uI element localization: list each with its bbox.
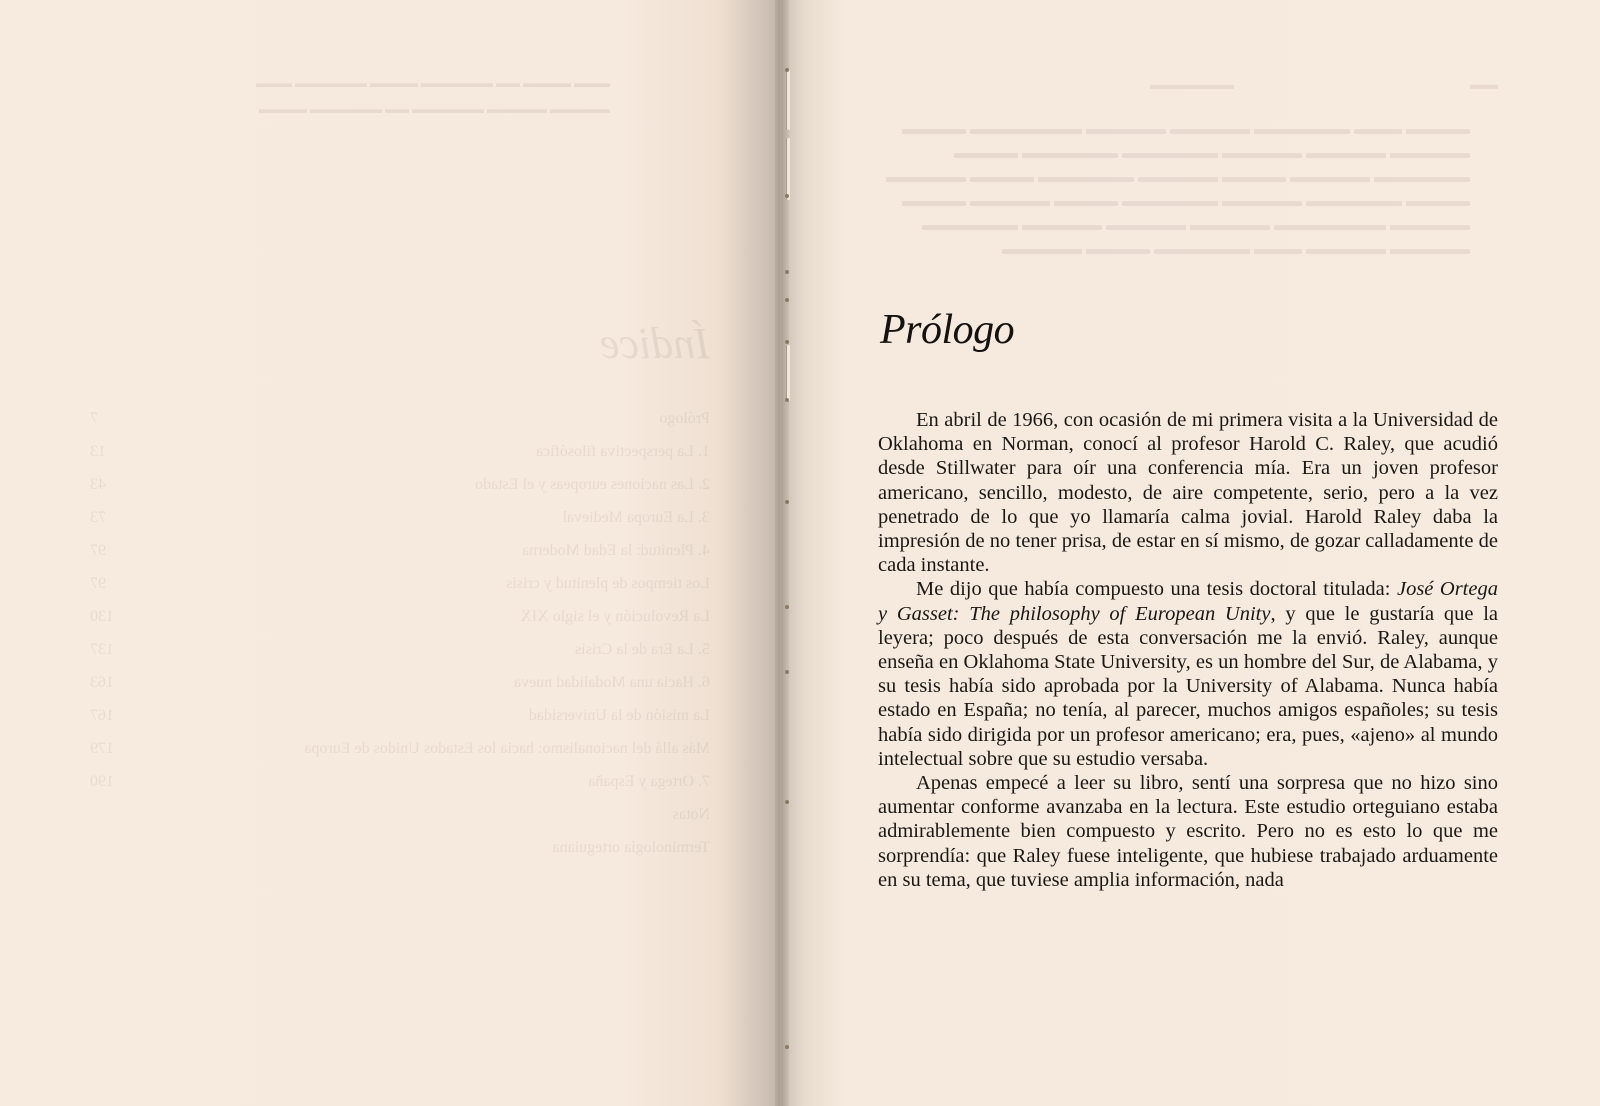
toc-page: 190: [90, 773, 114, 790]
bleed-through-toc-row: [90, 806, 710, 839]
binding-staple: [786, 70, 791, 130]
bleed-through-toc-row: [90, 575, 710, 608]
bleed-through-toc-row: [90, 740, 710, 773]
binding-stitch: [785, 670, 789, 674]
paragraph-1: En abril de 1966, con ocasión de mi primera visita a la Universidad de Oklahoma en Norman, conocí al profesor Harold C. Raley, que acudió desde Stillwater para oír una conferencia mía. Era un joven profesor americano, sencillo, modesto, de aire competente, serio, pero a la vez penetrado de lo que yo llamaría calma jovial. Harold Raley daba la impresión de no tener prisa, de estar en sí mismo, de gozar calladamente de cada instante.: [878, 409, 1498, 577]
bleed-through-toc-row: [90, 476, 710, 509]
bleed-through-toc-row: [90, 641, 710, 674]
toc-label: 2. Las naciones europeas y el Estado: [474, 476, 710, 493]
bleed-through-toc-row: [90, 674, 710, 707]
prologue-body: [878, 408, 1498, 892]
toc-label: 7. Ortega y España: [588, 773, 710, 790]
paragraph-3: Apenas empecé a leer su libro, sentí una sorpresa que no hizo sino aumentar conforme avanzaba en la lectura. Este estudio orteguiano estaba admirablemente bien compuesto y escrito. Pero no es esto lo que me sorprendía: que Raley fuese inteligente, que hubiese trabajado arduamente en su tema, que tuviese amplia información, nada: [878, 772, 1498, 891]
toc-page: 7: [90, 410, 98, 427]
toc-label: Prólogo: [659, 410, 710, 427]
bleed-through-toc-row: [90, 509, 710, 542]
paragraph-2-lead: Me dijo que había compuesto una tesis doctoral titulada:: [916, 578, 1397, 601]
toc-label: 4. Plenitud: la Edad Moderna: [522, 542, 710, 559]
toc-page: 73: [90, 509, 106, 526]
bleed-through-page-number: ▬▬: [1470, 78, 1498, 93]
toc-page: 137: [90, 641, 114, 658]
binding-stitch: [785, 340, 789, 344]
toc-label: 1. La perspectiva filosófica: [535, 443, 710, 460]
binding-stitch: [785, 194, 789, 198]
binding-staple: [786, 138, 791, 200]
bleed-through-toc-row: [90, 410, 710, 443]
binding-stitch: [785, 800, 789, 804]
thesis-title: José Ortega y Gasset: The philosophy of European Unity: [878, 578, 1498, 625]
toc-label: 6. Hacia una Modalidad nueva: [514, 674, 710, 691]
bleed-through-toc-row: [90, 839, 710, 872]
binding-stitch: [785, 605, 789, 609]
toc-page: 43: [90, 476, 106, 493]
bleed-through-toc-row: [90, 773, 710, 806]
toc-label: La Revolución y el siglo XIX: [520, 608, 710, 625]
bleed-through-toc-row: [90, 443, 710, 476]
toc-label: Los tiempos de plenitud y crisis: [506, 575, 710, 592]
toc-label: 3. La Europa Medieval: [562, 509, 710, 526]
toc-label: Más allá del nacionalismo: hacia los Estados Unidos de Europa: [304, 740, 710, 757]
binding-staple: [786, 345, 791, 401]
toc-page: 130: [90, 608, 114, 625]
bleed-through-toc-row: [90, 542, 710, 575]
toc-page: 163: [90, 674, 114, 691]
bleed-through-top-text: ▬▬▬ ▬▬▬▬ ▬▬ ▬▬▬▬▬▬ ▬▬▬▬ ▬▬▬▬▬▬ ▬▬▬ ▬▬▬▬▬ ▬▬▬▬▬ ▬▬▬▬▬▬ ▬▬ ▬▬▬▬▬▬ ▬▬▬▬: [256, 76, 610, 116]
chapter-title: Prólogo: [880, 307, 1015, 353]
left-page: [0, 0, 780, 1106]
binding-stitch: [785, 270, 789, 274]
bleed-through-toc-row: [90, 608, 710, 641]
toc-page: 179: [90, 740, 114, 757]
toc-page: 97: [90, 575, 106, 592]
binding-stitch: [785, 298, 789, 302]
binding-stitch: [785, 68, 789, 72]
paragraph-2: [878, 577, 1498, 771]
toc-label: Terminología orteguiana: [552, 839, 710, 856]
bleed-through-running-head: ▬▬▬▬▬▬: [1150, 78, 1234, 93]
bleed-through-toc: [90, 410, 710, 872]
toc-page: 97: [90, 542, 106, 559]
paragraph-2-rest: , y que le gustaría que la leyera; poco después de esta conversación me la envió. Raley, aunque enseña en Oklahoma State University, es un hombre del Sur, de Alabama, y su tesis había sido aprobada por la University of Alabama. Nunca había estado en España; no tenía, al parecer, muchos amigos españoles; su tesis había sido dirigida por un profesor americano; era, pues, «ajeno» al mundo intelectual sobre que su estudio versaba.: [878, 602, 1498, 770]
toc-label: La misión de la Universidad: [528, 707, 710, 724]
binding-stitch: [785, 398, 789, 402]
bleed-through-body-text: ▬▬▬▬ ▬▬▬ ▬▬▬▬▬▬ ▬▬▬▬▬ ▬▬▬▬▬ ▬▬▬▬▬▬▬ ▬▬▬▬ ▬▬▬▬▬ ▬▬▬▬▬ ▬▬▬▬▬ ▬▬▬▬▬▬ ▬▬▬▬▬▬ ▬▬▬▬ ▬▬▬▬▬▬ ▬▬▬▬▬ ▬▬▬▬ ▬▬▬▬▬ ▬▬▬▬▬▬ ▬▬▬▬ ▬▬▬▬▬ ▬▬▬▬ ▬▬▬▬▬▬ ▬▬▬▬▬ ▬▬▬▬▬▬ ▬▬▬▬ ▬▬▬▬▬ ▬▬▬▬ ▬▬▬▬▬ ▬▬▬▬▬▬▬ ▬▬▬▬▬ ▬▬▬▬▬ ▬▬▬▬▬ ▬▬▬▬▬▬ ▬▬▬▬▬ ▬▬▬▬▬ ▬▬▬ ▬▬▬▬▬▬ ▬▬▬▬ ▬▬▬▬▬: [886, 121, 1470, 258]
binding-stitch: [785, 1045, 789, 1049]
binding-stitch: [785, 500, 789, 504]
toc-page: 13: [90, 443, 106, 460]
bleed-through-index-title: Índice: [600, 319, 710, 368]
bleed-through-toc-row: [90, 707, 710, 740]
toc-label: Notas: [672, 806, 710, 823]
toc-label: 5. La Era de la Crisis: [574, 641, 710, 658]
toc-page: 167: [90, 707, 114, 724]
